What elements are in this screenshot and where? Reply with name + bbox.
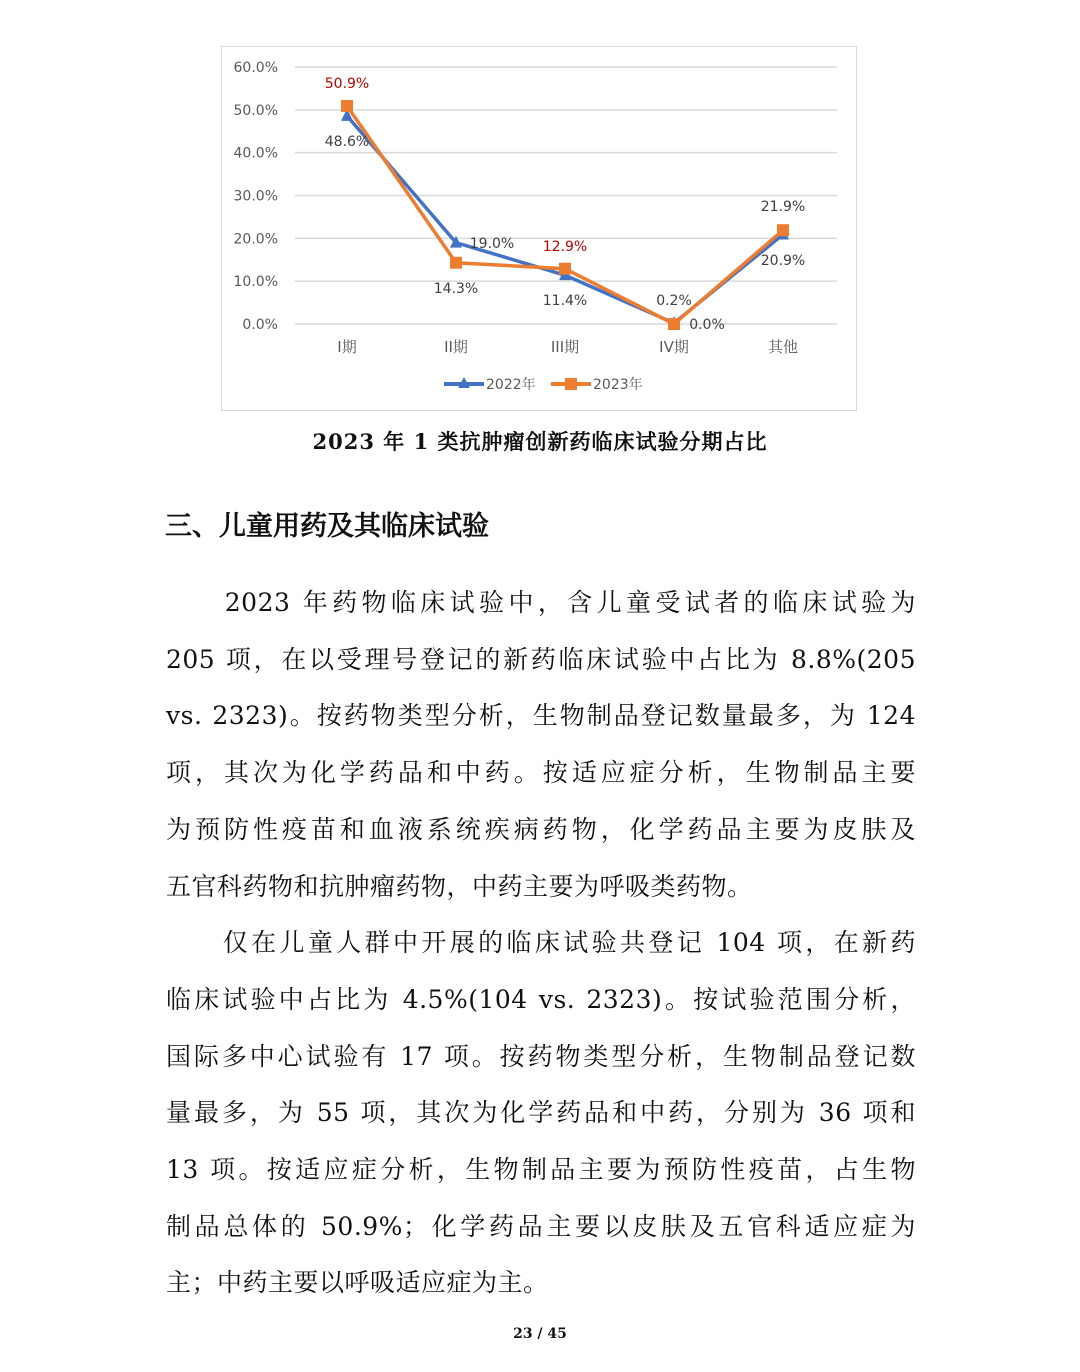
x-tick-label: III期 [550, 338, 580, 356]
data-point [341, 100, 353, 112]
legend-label-2023: 2023年 [593, 377, 643, 393]
text-line: 量最多，为 55 项，其次为化学药品和中药，分别为 36 项和 [166, 1098, 916, 1128]
y-tick-label: 20.0% [233, 231, 278, 248]
figure-caption: 2023 年 1 类抗肿瘤创新药临床试验分期占比 [312, 429, 768, 454]
data-label: 0.2% [656, 293, 692, 309]
page-number: 23 / 45 [513, 1326, 567, 1342]
data-point [559, 263, 571, 275]
text-line: 临床试验中占比为 4.5%(104 vs. 2323)。按试验范围分析， [166, 984, 916, 1014]
data-label: 14.3% [433, 281, 479, 297]
y-tick-label: 10.0% [233, 274, 278, 291]
text-line: 为预防性疫苗和血液系统疾病药物，化学药品主要为皮肤及 [166, 814, 916, 844]
data-label: 12.9% [542, 239, 588, 255]
text-line: 制品总体的 50.9%；化学药品主要以皮肤及五官科适应症为 [166, 1211, 916, 1241]
text-line: 2023 年药物临床试验中，含儿童受试者的临床试验为 [166, 588, 916, 617]
line-chart [221, 46, 857, 411]
y-tick-label: 0.0% [242, 317, 278, 333]
x-tick-label: I期 [337, 338, 357, 356]
data-label: 20.9% [760, 253, 806, 269]
legend-marker-2023 [565, 378, 577, 390]
series-line-2023年 [347, 106, 783, 324]
data-label: 0.0% [689, 317, 725, 333]
text-line: vs. 2323)。按药物类型分析，生物制品登记数量最多，为 124 [166, 701, 916, 731]
x-tick-label: II期 [444, 338, 468, 356]
text-line: 国际多中心试验有 17 项。按药物类型分析，生物制品登记数 [166, 1041, 916, 1071]
data-label: 50.9% [324, 76, 370, 92]
data-label: 19.0% [469, 236, 515, 252]
y-tick-label: 30.0% [233, 188, 278, 205]
data-point [668, 318, 680, 330]
text-line: 仅在儿童人群中开展的临床试验共登记 104 项，在新药 [166, 928, 916, 958]
data-point [777, 224, 789, 236]
text-line: 五官科药物和抗肿瘤药物，中药主要为呼吸类药物。 [166, 871, 753, 901]
data-point [450, 257, 462, 269]
y-tick-label: 40.0% [233, 145, 278, 162]
text-line: 主；中药主要以呼吸适应症为主。 [166, 1268, 549, 1298]
section-title: 三、儿童用药及其临床试验 [165, 511, 489, 542]
text-line: 13 项。按适应症分析，生物制品主要为预防性疫苗，占生物 [166, 1155, 916, 1184]
y-tick-label: 60.0% [233, 60, 278, 76]
y-tick-label: 50.0% [233, 102, 278, 119]
chart-svg [1, 1, 1080, 461]
data-label: 11.4% [542, 293, 588, 309]
x-tick-label: IV期 [659, 338, 689, 356]
x-tick-label: 其他 [767, 338, 799, 356]
data-label: 21.9% [760, 199, 806, 215]
text-line: 项，其次为化学药品和中药。按适应症分析，生物制品主要 [166, 758, 916, 788]
legend-label-2022: 2022年 [486, 377, 536, 393]
data-label: 48.6% [324, 134, 370, 150]
text-line: 205 项，在以受理号登记的新药临床试验中占比为 8.8%(205 [166, 644, 916, 674]
